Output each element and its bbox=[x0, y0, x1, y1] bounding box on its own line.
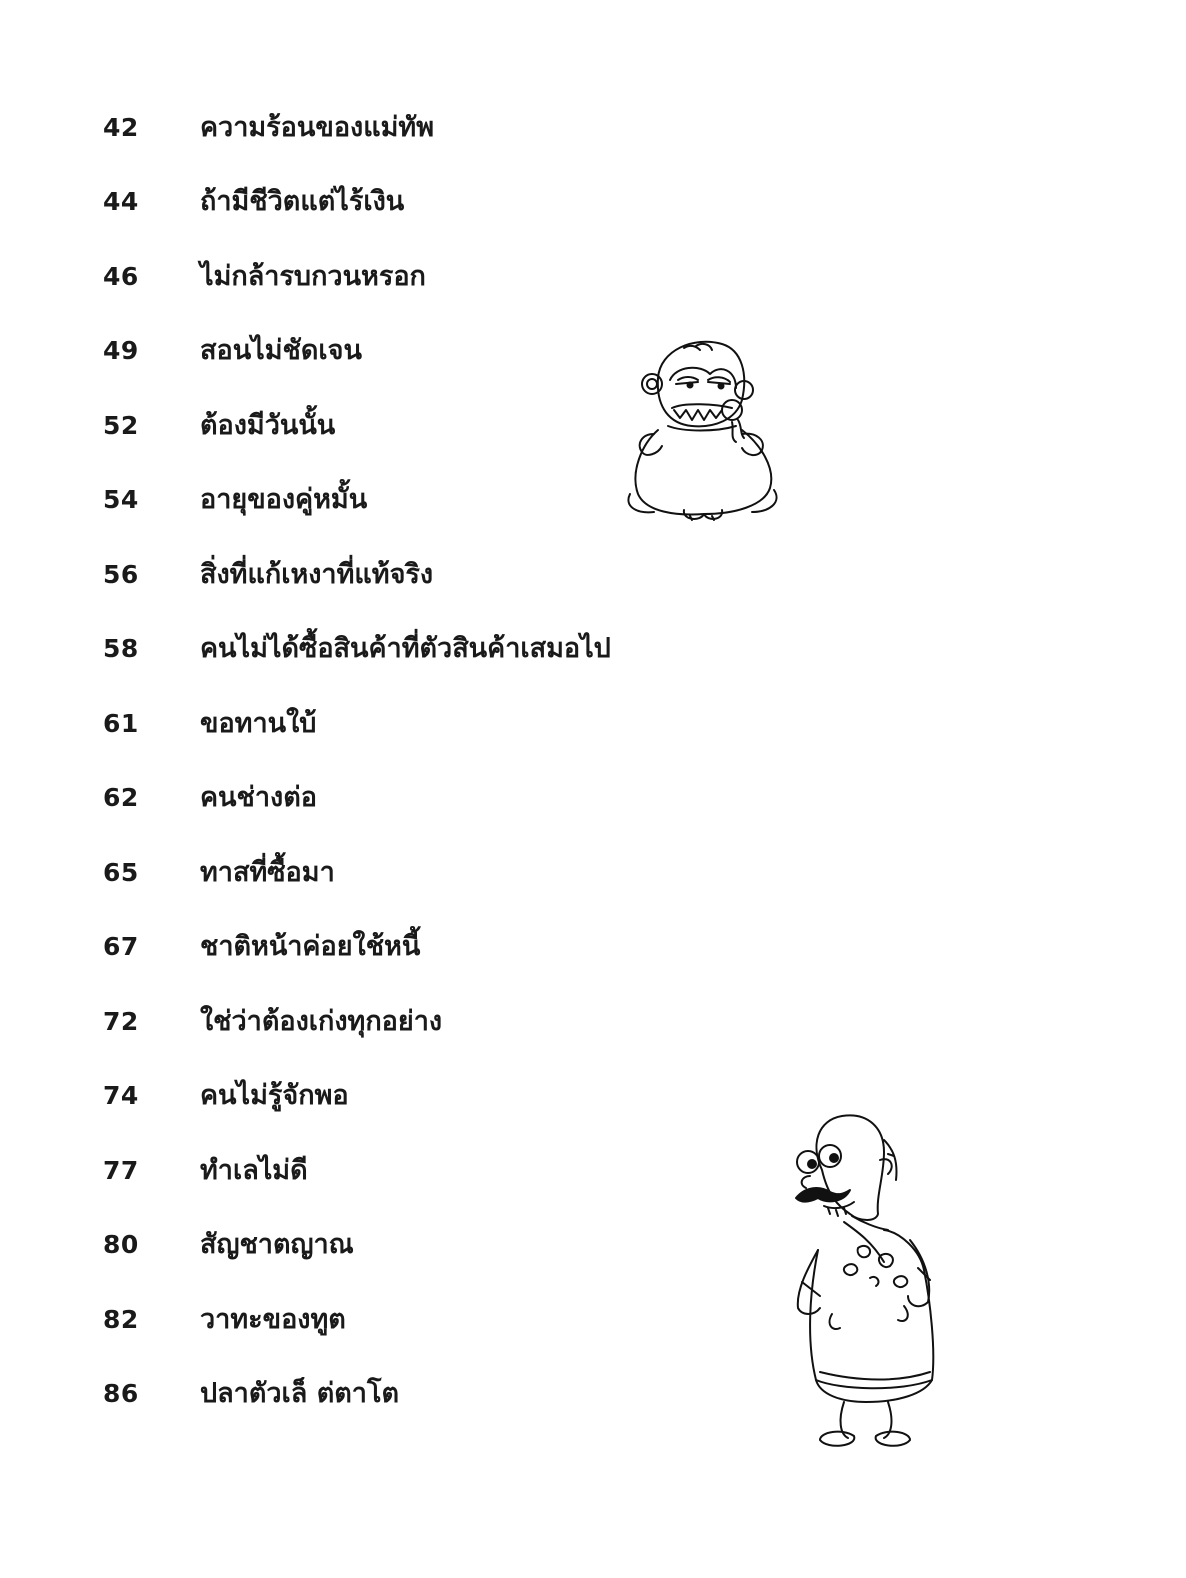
toc-page-number: 56 bbox=[103, 560, 139, 589]
toc-title: คนช่างต่อ bbox=[200, 782, 317, 813]
toc-entry bbox=[0, 853, 700, 893]
toc-page-number: 86 bbox=[103, 1379, 139, 1408]
toc-page-number: 42 bbox=[103, 113, 139, 142]
toc-entry bbox=[0, 555, 700, 595]
toc-entry bbox=[0, 406, 700, 446]
toc-title: ชาติหน้าค่อยใช้หนี้ bbox=[200, 931, 421, 962]
toc-entry bbox=[0, 182, 700, 222]
toc-title: คนไม่ได้ซื้อสินค้าที่ตัวสินค้าเสมอไป bbox=[200, 633, 611, 664]
toc-entry bbox=[0, 480, 700, 520]
toc-title: สอนไม่ชัดเจน bbox=[200, 335, 362, 366]
toc-page-number: 54 bbox=[103, 485, 139, 514]
toc-entry bbox=[0, 1002, 700, 1042]
toc-title: คนไม่รู้จักพอ bbox=[200, 1080, 349, 1111]
toc-page-number: 62 bbox=[103, 783, 139, 812]
toc-page-number: 61 bbox=[103, 709, 139, 738]
toc-entry bbox=[0, 629, 700, 669]
monkey-cartoon-icon bbox=[624, 334, 782, 524]
toc-page-number: 46 bbox=[103, 262, 139, 291]
toc-page-number: 82 bbox=[103, 1305, 139, 1334]
toc-entry bbox=[0, 108, 700, 148]
toc-page-number: 65 bbox=[103, 858, 139, 887]
toc-entry bbox=[0, 1225, 700, 1265]
toc-title: วาทะของทูต bbox=[200, 1304, 346, 1335]
toc-page-number: 58 bbox=[103, 634, 139, 663]
toc-title: ปลาตัวเล็ ต่ตาโต bbox=[200, 1378, 399, 1409]
toc-title: ต้องมีวันนั้น bbox=[200, 410, 336, 441]
toc-entry bbox=[0, 1076, 700, 1116]
toc-title: สัญชาตญาณ bbox=[200, 1229, 354, 1260]
toc-title: ถ้ามีชีวิตแต่ไร้เงิน bbox=[200, 186, 405, 217]
toc-title: อายุของคู่หมั้น bbox=[200, 484, 368, 515]
toc-page-number: 49 bbox=[103, 336, 139, 365]
toc-title: ความร้อนของแม่ทัพ bbox=[200, 112, 435, 143]
toc-entry bbox=[0, 1151, 700, 1191]
toc-page-number: 52 bbox=[103, 411, 139, 440]
toc-entry bbox=[0, 331, 700, 371]
toc-title: ไม่กล้ารบกวนหรอก bbox=[200, 261, 426, 292]
toc-entry bbox=[0, 257, 700, 297]
toc-entry bbox=[0, 704, 700, 744]
old-man-cartoon-icon bbox=[780, 1110, 950, 1454]
toc-page-number: 67 bbox=[103, 932, 139, 961]
toc-title: ทาสที่ซื้อมา bbox=[200, 857, 335, 888]
toc-title: ทำเลไม่ดี bbox=[200, 1155, 308, 1186]
toc-entry bbox=[0, 927, 700, 967]
toc-title: สิ่งที่แก้เหงาที่แท้จริง bbox=[200, 559, 434, 590]
toc-title: ขอทานใบ้ bbox=[200, 708, 317, 739]
toc-page-number: 77 bbox=[103, 1156, 139, 1185]
toc-page-number: 44 bbox=[103, 187, 139, 216]
toc-page-number: 74 bbox=[103, 1081, 139, 1110]
toc-page-number: 72 bbox=[103, 1007, 139, 1036]
toc-entry bbox=[0, 778, 700, 818]
toc-entry bbox=[0, 1374, 700, 1414]
toc-entry bbox=[0, 1300, 700, 1340]
toc-title: ใช่ว่าต้องเก่งทุกอย่าง bbox=[200, 1006, 443, 1037]
toc-page-number: 80 bbox=[103, 1230, 139, 1259]
